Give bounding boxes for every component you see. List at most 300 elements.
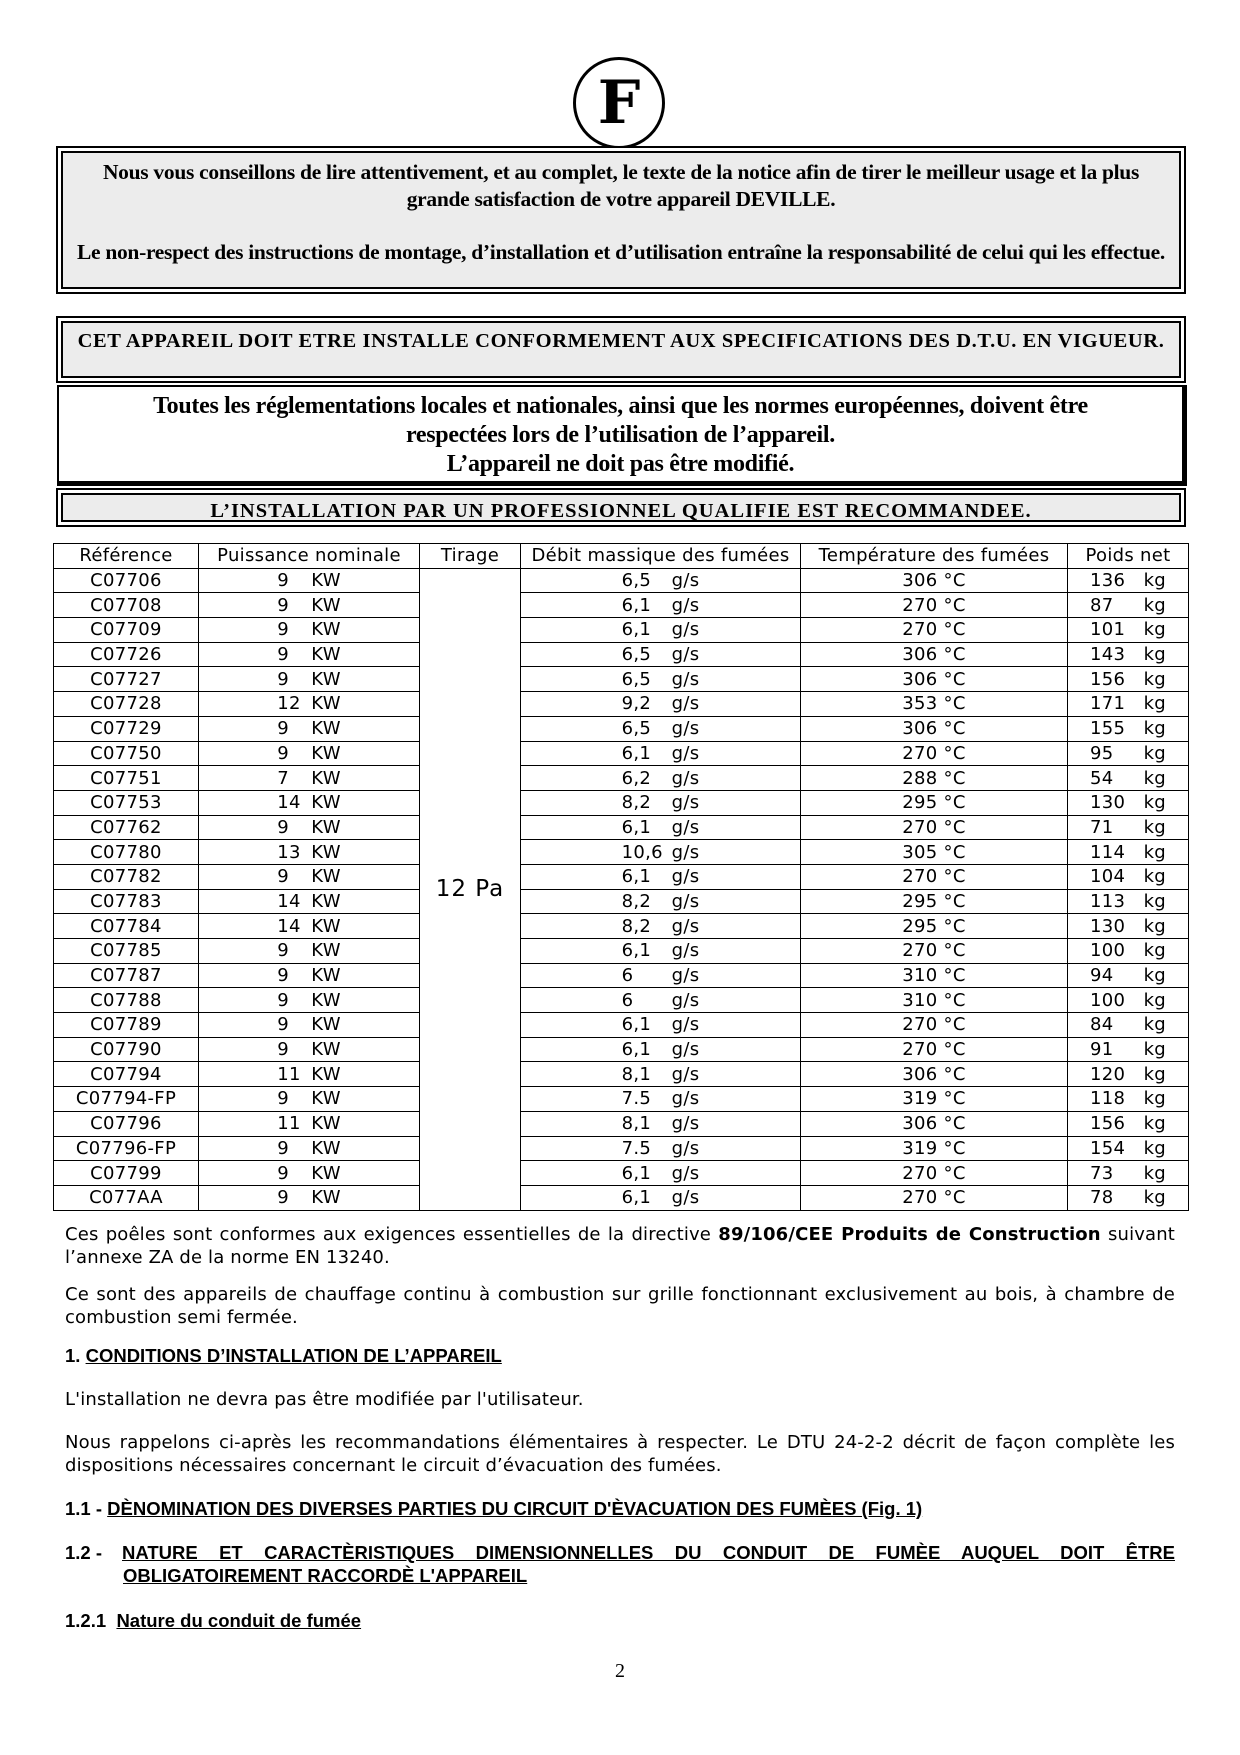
reference-cell	[54, 1037, 199, 1062]
weight-unit: kg	[1143, 1014, 1167, 1036]
power-cell	[199, 864, 420, 889]
section-1-2-title: NATURE ET CARACTÈRISTIQUES DIMENSIONNELLES DU CONDUIT DE FUMÈE AUQUEL DOIT ÊTRE	[122, 1542, 1175, 1563]
table-row	[54, 1161, 1189, 1186]
flow-value: 6,5	[621, 570, 652, 592]
power-value: 9	[277, 1039, 289, 1061]
temperature-cell	[801, 667, 1068, 692]
power-unit: KW	[311, 915, 341, 937]
section-1-heading	[65, 1344, 1175, 1367]
power-unit: KW	[311, 668, 341, 690]
flow-value: 6,1	[621, 816, 652, 838]
table-row	[54, 840, 1189, 865]
flow-cell	[521, 889, 801, 914]
table-row	[54, 667, 1189, 692]
temperature-value: 319 °C	[902, 1088, 966, 1110]
temperature-cell	[801, 1161, 1068, 1186]
temperature-value: 270 °C	[902, 1162, 966, 1184]
temperature-cell	[801, 1062, 1068, 1087]
directive-reference: 89/106/CEE Produits de Construction	[718, 1224, 1101, 1245]
power-value: 14	[277, 890, 301, 912]
regulations-line-2: respectées lors de l’utilisation de l’appareil.	[406, 422, 835, 448]
table-row	[54, 618, 1189, 643]
reference-value: C07796	[90, 1113, 162, 1135]
reference-cell	[54, 914, 199, 939]
flow-unit: g/s	[671, 989, 700, 1011]
appliance-description: Ce sont des appareils de chauffage continu à combustion sur grille fonctionnant exclusivement au bois, à chambre de combustion semi fermée.	[65, 1284, 1175, 1328]
flow-cell	[521, 618, 801, 643]
table-header-row	[54, 544, 1189, 569]
temperature-cell	[801, 815, 1068, 840]
temperature-value: 270 °C	[902, 594, 966, 616]
weight-cell	[1068, 988, 1189, 1013]
flow-unit: g/s	[671, 570, 700, 592]
weight-unit: kg	[1143, 866, 1167, 888]
power-value: 7	[277, 767, 289, 789]
table-row	[54, 1111, 1189, 1136]
reference-cell	[54, 692, 199, 717]
power-cell	[199, 889, 420, 914]
weight-unit: kg	[1143, 890, 1167, 912]
temperature-value: 306 °C	[902, 644, 966, 666]
temperature-value: 270 °C	[902, 866, 966, 888]
table-row	[54, 741, 1189, 766]
reference-value: C07784	[90, 915, 162, 937]
reference-cell	[54, 716, 199, 741]
power-cell	[199, 766, 420, 791]
weight-value: 171	[1089, 693, 1126, 715]
dtu-recommendations-paragraph: Nous rappelons ci-après les recommandations élémentaires à respecter. Le DTU 24-2-2 décrit de façon complète les dispositions nécessaires concernant le circuit d’évacuation des fumées.	[65, 1432, 1175, 1476]
temperature-cell	[801, 692, 1068, 717]
reference-cell	[54, 963, 199, 988]
weight-cell	[1068, 716, 1189, 741]
flow-cell	[521, 864, 801, 889]
flow-unit: g/s	[671, 742, 700, 764]
power-unit: KW	[311, 742, 341, 764]
flow-cell	[521, 593, 801, 618]
flow-unit: g/s	[671, 841, 700, 863]
flow-cell	[521, 1037, 801, 1062]
table-row	[54, 988, 1189, 1013]
power-value: 9	[277, 1137, 289, 1159]
weight-value: 91	[1089, 1039, 1114, 1061]
flow-cell	[521, 716, 801, 741]
weight-value: 94	[1089, 965, 1114, 987]
power-value: 11	[277, 1113, 301, 1135]
power-unit: KW	[311, 1162, 341, 1184]
flow-value: 6	[621, 989, 634, 1011]
header-reference: Référence	[54, 544, 199, 569]
power-value: 9	[277, 940, 289, 962]
power-value: 9	[277, 718, 289, 740]
reference-value: C07706	[90, 570, 162, 592]
power-unit: KW	[311, 693, 341, 715]
power-unit: KW	[311, 1039, 341, 1061]
temperature-value: 306 °C	[902, 718, 966, 740]
flow-cell	[521, 914, 801, 939]
temperature-value: 306 °C	[902, 570, 966, 592]
table-row	[54, 1013, 1189, 1038]
power-unit: KW	[311, 1187, 341, 1209]
draft-cell	[420, 568, 521, 1210]
flow-cell	[521, 1062, 801, 1087]
section-1-2-title-continued-line	[123, 1564, 527, 1587]
flow-value: 7.5	[621, 1088, 652, 1110]
weight-cell	[1068, 1161, 1189, 1186]
table-row	[54, 939, 1189, 964]
power-cell	[199, 1062, 420, 1087]
temperature-value: 288 °C	[902, 767, 966, 789]
temperature-value: 270 °C	[902, 742, 966, 764]
temperature-cell	[801, 716, 1068, 741]
temperature-cell	[801, 914, 1068, 939]
power-value: 9	[277, 1014, 289, 1036]
power-value: 9	[277, 816, 289, 838]
temperature-cell	[801, 840, 1068, 865]
temperature-cell	[801, 1087, 1068, 1112]
weight-value: 101	[1089, 619, 1126, 641]
reference-cell	[54, 642, 199, 667]
weight-value: 155	[1089, 718, 1126, 740]
weight-unit: kg	[1143, 1113, 1167, 1135]
table-row	[54, 1185, 1189, 1210]
flow-unit: g/s	[671, 1039, 700, 1061]
flow-value: 6,1	[621, 1162, 652, 1184]
responsibility-notice-text: Le non-respect des instructions de montage, d’installation et d’utilisation entraîne la responsabilité de celui qui les effectue.	[76, 240, 1166, 264]
power-cell	[199, 642, 420, 667]
flow-cell	[521, 988, 801, 1013]
weight-cell	[1068, 1013, 1189, 1038]
flow-unit: g/s	[671, 965, 700, 987]
flow-value: 6,1	[621, 1039, 652, 1061]
temperature-value: 305 °C	[902, 841, 966, 863]
table-row	[54, 1037, 1189, 1062]
flow-cell	[521, 667, 801, 692]
weight-unit: kg	[1143, 594, 1167, 616]
flow-unit: g/s	[671, 644, 700, 666]
temperature-cell	[801, 593, 1068, 618]
table-body	[54, 568, 1189, 1210]
reference-cell	[54, 1161, 199, 1186]
power-unit: KW	[311, 644, 341, 666]
reading-notice-text: Nous vous conseillons de lire attentivement, et au complet, le texte de la notice afin de tirer le meilleur usage et la plus grande satisfaction de votre appareil DEVILLE.	[102, 160, 1140, 211]
weight-value: 87	[1089, 594, 1114, 616]
regulations-line-1: Toutes les réglementations locales et nationales, ainsi que les normes européennes, doivent être	[153, 393, 1088, 419]
weight-cell	[1068, 766, 1189, 791]
weight-cell	[1068, 692, 1189, 717]
flow-value: 8,1	[621, 1063, 652, 1085]
power-unit: KW	[311, 718, 341, 740]
power-cell	[199, 1136, 420, 1161]
weight-cell	[1068, 1037, 1189, 1062]
weight-value: 113	[1089, 890, 1126, 912]
reference-value: C07783	[90, 890, 162, 912]
weight-cell	[1068, 963, 1189, 988]
flow-cell	[521, 1136, 801, 1161]
flow-unit: g/s	[671, 594, 700, 616]
weight-unit: kg	[1143, 1187, 1167, 1209]
power-cell	[199, 593, 420, 618]
flow-value: 6,5	[621, 718, 652, 740]
dtu-notice-text: CET APPAREIL DOIT ETRE INSTALLE CONFORMEMENT AUX SPECIFICATIONS DES D.T.U. EN VIGUEUR.	[61, 321, 1181, 378]
weight-value: 143	[1089, 644, 1126, 666]
weight-value: 114	[1089, 841, 1126, 863]
dtu-notice-box	[56, 316, 1186, 383]
power-unit: KW	[311, 1014, 341, 1036]
weight-unit: kg	[1143, 668, 1167, 690]
temperature-value: 353 °C	[902, 693, 966, 715]
flow-cell	[521, 642, 801, 667]
flow-unit: g/s	[671, 792, 700, 814]
power-value: 9	[277, 668, 289, 690]
temperature-value: 270 °C	[902, 940, 966, 962]
table-row	[54, 766, 1189, 791]
weight-cell	[1068, 1062, 1189, 1087]
weight-value: 104	[1089, 866, 1126, 888]
power-unit: KW	[311, 965, 341, 987]
weight-value: 84	[1089, 1014, 1114, 1036]
table-row	[54, 716, 1189, 741]
temperature-value: 319 °C	[902, 1137, 966, 1159]
power-value: 13	[277, 841, 301, 863]
flow-cell	[521, 1185, 801, 1210]
weight-value: 78	[1089, 1187, 1114, 1209]
header-power: Puissance nominale	[199, 544, 420, 569]
reference-value: C07790	[90, 1039, 162, 1061]
flow-value: 6,2	[621, 767, 652, 789]
reference-cell	[54, 988, 199, 1013]
temperature-value: 270 °C	[902, 619, 966, 641]
temperature-cell	[801, 963, 1068, 988]
weight-unit: kg	[1143, 1063, 1167, 1085]
temperature-value: 270 °C	[902, 1187, 966, 1209]
flow-value: 6	[621, 965, 634, 987]
temperature-cell	[801, 864, 1068, 889]
flow-value: 6,1	[621, 940, 652, 962]
power-unit: KW	[311, 619, 341, 641]
weight-unit: kg	[1143, 940, 1167, 962]
power-unit: KW	[311, 841, 341, 863]
reference-cell	[54, 1185, 199, 1210]
weight-value: 95	[1089, 742, 1114, 764]
flow-cell	[521, 1111, 801, 1136]
flow-unit: g/s	[671, 866, 700, 888]
power-cell	[199, 963, 420, 988]
section-1-number: 1.	[65, 1345, 81, 1366]
weight-value: 154	[1089, 1137, 1126, 1159]
weight-cell	[1068, 939, 1189, 964]
power-value: 9	[277, 965, 289, 987]
directive-text-after: suivant l’annexe ZA de la norme EN 13240.	[65, 1224, 1175, 1268]
power-value: 9	[277, 644, 289, 666]
temperature-cell	[801, 766, 1068, 791]
flow-cell	[521, 815, 801, 840]
weight-cell	[1068, 642, 1189, 667]
flow-unit: g/s	[671, 668, 700, 690]
directive-paragraph	[65, 1223, 1175, 1269]
power-cell	[199, 692, 420, 717]
reference-cell	[54, 1013, 199, 1038]
table-row	[54, 963, 1189, 988]
flow-cell	[521, 1161, 801, 1186]
section-1-2-number: 1.2 -	[65, 1542, 103, 1563]
section-1-2-heading	[65, 1541, 1175, 1564]
reference-cell	[54, 864, 199, 889]
power-cell	[199, 815, 420, 840]
power-cell	[199, 939, 420, 964]
power-cell	[199, 1111, 420, 1136]
reference-cell	[54, 1136, 199, 1161]
table-row	[54, 889, 1189, 914]
flow-value: 6,1	[621, 742, 652, 764]
weight-value: 71	[1089, 816, 1114, 838]
flow-cell	[521, 939, 801, 964]
power-cell	[199, 988, 420, 1013]
weight-unit: kg	[1143, 619, 1167, 641]
temperature-value: 310 °C	[902, 965, 966, 987]
weight-cell	[1068, 914, 1189, 939]
flow-cell	[521, 840, 801, 865]
weight-cell	[1068, 864, 1189, 889]
power-value: 9	[277, 619, 289, 641]
reference-value: C07726	[90, 644, 162, 666]
temperature-cell	[801, 1013, 1068, 1038]
reference-value: C07787	[90, 965, 162, 987]
weight-cell	[1068, 840, 1189, 865]
power-unit: KW	[311, 594, 341, 616]
reference-value: C07727	[90, 668, 162, 690]
flow-unit: g/s	[671, 890, 700, 912]
weight-unit: kg	[1143, 1162, 1167, 1184]
weight-unit: kg	[1143, 989, 1167, 1011]
temperature-value: 270 °C	[902, 1014, 966, 1036]
reference-value: C07708	[90, 594, 162, 616]
power-value: 9	[277, 1187, 289, 1209]
table-row	[54, 864, 1189, 889]
temperature-cell	[801, 1037, 1068, 1062]
power-unit: KW	[311, 767, 341, 789]
temperature-value: 310 °C	[902, 989, 966, 1011]
power-unit: KW	[311, 792, 341, 814]
regulations-line-3: L’appareil ne doit pas être modifié.	[446, 451, 795, 477]
flow-unit: g/s	[671, 1014, 700, 1036]
flow-unit: g/s	[671, 767, 700, 789]
temperature-value: 295 °C	[902, 890, 966, 912]
reference-cell	[54, 766, 199, 791]
reference-value: C07794-FP	[75, 1088, 177, 1110]
weight-cell	[1068, 790, 1189, 815]
power-cell	[199, 568, 420, 593]
header-draft: Tirage	[420, 544, 521, 569]
weight-cell	[1068, 1136, 1189, 1161]
temperature-cell	[801, 568, 1068, 593]
weight-value: 118	[1089, 1088, 1126, 1110]
temperature-value: 270 °C	[902, 1039, 966, 1061]
power-unit: KW	[311, 890, 341, 912]
reference-value: C07729	[90, 718, 162, 740]
table-row	[54, 914, 1189, 939]
header-flue-temperature: Température des fumées	[801, 544, 1068, 569]
power-value: 9	[277, 742, 289, 764]
weight-value: 120	[1089, 1063, 1126, 1085]
weight-unit: kg	[1143, 693, 1167, 715]
header-net-weight: Poids net	[1068, 544, 1189, 569]
temperature-cell	[801, 1185, 1068, 1210]
section-1-2-1-number: 1.2.1	[65, 1610, 107, 1631]
power-unit: KW	[311, 1113, 341, 1135]
flow-cell	[521, 741, 801, 766]
power-unit: KW	[311, 1088, 341, 1110]
reference-cell	[54, 667, 199, 692]
weight-value: 73	[1089, 1162, 1114, 1184]
weight-cell	[1068, 1185, 1189, 1210]
power-cell	[199, 1161, 420, 1186]
table-row	[54, 1087, 1189, 1112]
weight-cell	[1068, 593, 1189, 618]
flow-cell	[521, 766, 801, 791]
flow-unit: g/s	[671, 1113, 700, 1135]
power-cell	[199, 716, 420, 741]
weight-unit: kg	[1143, 1039, 1167, 1061]
reference-cell	[54, 840, 199, 865]
flow-cell	[521, 568, 801, 593]
reference-value: C07762	[90, 816, 162, 838]
header-flue-mass-flow: Débit massique des fumées	[521, 544, 801, 569]
reference-value: C07799	[90, 1162, 162, 1184]
section-1-1-number: 1.1 -	[65, 1498, 103, 1519]
power-value: 9	[277, 594, 289, 616]
flow-value: 8,1	[621, 1113, 652, 1135]
power-unit: KW	[311, 940, 341, 962]
temperature-cell	[801, 889, 1068, 914]
power-unit: KW	[311, 866, 341, 888]
temperature-cell	[801, 1136, 1068, 1161]
section-1-1-title: DÈNOMINATION DES DIVERSES PARTIES DU CIRCUIT D'ÈVACUATION DES FUMÈES (Fig. 1)	[107, 1498, 923, 1519]
flow-value: 7.5	[621, 1137, 652, 1159]
power-unit: KW	[311, 1137, 341, 1159]
section-1-2-1-title: Nature du conduit de fumée	[116, 1610, 362, 1631]
reference-value: C077AA	[89, 1187, 163, 1209]
draft-value: 12 Pa	[435, 875, 505, 902]
weight-unit: kg	[1143, 915, 1167, 937]
reference-value: C07753	[90, 792, 162, 814]
regulations-box	[57, 385, 1187, 486]
flow-value: 9,2	[621, 693, 652, 715]
power-unit: KW	[311, 570, 341, 592]
weight-value: 156	[1089, 668, 1126, 690]
specifications-table	[53, 543, 1189, 1211]
weight-unit: kg	[1143, 816, 1167, 838]
flow-unit: g/s	[671, 940, 700, 962]
flow-cell	[521, 790, 801, 815]
power-cell	[199, 914, 420, 939]
flow-cell	[521, 963, 801, 988]
power-value: 11	[277, 1063, 301, 1085]
reference-cell	[54, 889, 199, 914]
flow-value: 6,5	[621, 644, 652, 666]
weight-unit: kg	[1143, 965, 1167, 987]
power-cell	[199, 1185, 420, 1210]
reference-cell	[54, 815, 199, 840]
weight-cell	[1068, 568, 1189, 593]
reference-value: C07789	[90, 1014, 162, 1036]
section-1-title: CONDITIONS D’INSTALLATION DE L’APPAREIL	[85, 1345, 502, 1366]
flow-value: 6,5	[621, 668, 652, 690]
section-1-2-title-continued: OBLIGATOIREMENT RACCORDÈ L'APPAREIL	[123, 1565, 528, 1586]
temperature-value: 306 °C	[902, 1063, 966, 1085]
power-value: 9	[277, 866, 289, 888]
weight-cell	[1068, 815, 1189, 840]
weight-value: 130	[1089, 792, 1126, 814]
